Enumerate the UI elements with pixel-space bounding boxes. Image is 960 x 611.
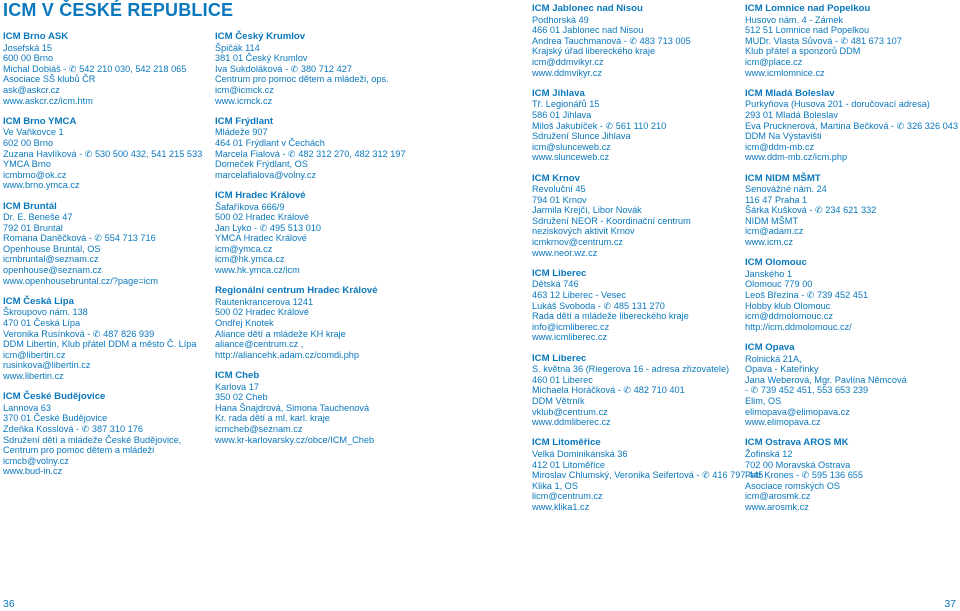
- entry-contact-link[interactable]: www.arosmk.cz: [745, 501, 809, 512]
- directory-entry: [745, 4, 958, 78]
- directory-entry: [745, 89, 958, 163]
- entry-contact-link[interactable]: licm@centrum.cz: [532, 491, 603, 502]
- page-title: ICM V ČESKÉ REPUBLICE: [3, 0, 234, 20]
- page-number-right: 37: [944, 598, 956, 610]
- entry-line: Josefská 15: [3, 42, 53, 53]
- entry-line: Aliance dětí a mládeže KH kraje: [215, 328, 346, 339]
- entry-line: Klika 1, OS: [532, 480, 578, 491]
- entry-line: 602 00 Brno: [3, 137, 54, 148]
- entry-contact-link[interactable]: www.icmliberec.cz: [532, 332, 608, 343]
- directory-entry: [532, 174, 763, 259]
- entry-line: 600 00 Brno: [3, 53, 54, 64]
- entry-contact-link[interactable]: www.brno.ymca.cz: [3, 180, 80, 191]
- directory-entry: [3, 202, 202, 287]
- entry-line: Miloš Jakubíček - ✆ 561 110 210: [532, 120, 667, 131]
- directory-entry: [215, 117, 406, 181]
- entry-contact-link[interactable]: icm@ddm-mb.cz: [745, 141, 815, 152]
- entry-line: 350 02 Cheb: [215, 392, 268, 403]
- entry-heading: ICM Liberec: [532, 352, 587, 364]
- entry-line: 792 01 Bruntál: [3, 222, 63, 233]
- entry-line: Husovo nám. 4 - Zámek: [745, 14, 844, 25]
- directory-entry: [745, 174, 958, 248]
- entry-contact-link[interactable]: openhouse@seznam.cz: [3, 265, 102, 276]
- entry-heading: ICM Olomouc: [745, 257, 807, 269]
- entry-line: Marcela Fialová - ✆ 482 312 270, 482 312 197: [215, 148, 406, 159]
- entry-contact-link[interactable]: www.neor.wz.cz: [532, 247, 598, 258]
- entry-heading: ICM NIDM MŠMT: [745, 172, 821, 184]
- entry-heading: ICM Česká Lípa: [3, 295, 74, 307]
- entry-contact-link[interactable]: www.hk.ymca.cz/icm: [215, 265, 300, 276]
- entry-heading: ICM Bruntál: [3, 200, 57, 212]
- entry-line: Rautenkrancerova 1241: [215, 296, 314, 307]
- entry-contact-link[interactable]: www.icm.cz: [745, 237, 793, 248]
- entry-line: Rolnická 21A,: [745, 353, 802, 364]
- entry-line: Michal Dobiáš - ✆ 542 210 030, 542 218 065: [3, 63, 187, 74]
- entry-contact-link[interactable]: icm@ymca.cz: [215, 243, 273, 254]
- entry-line: Leoš Březina - ✆ 739 452 451: [745, 290, 869, 301]
- entry-line: Eva Prucknerová, Martina Bečková - ✆ 326 326 043: [745, 120, 958, 131]
- directory-entry: [745, 258, 958, 332]
- entry-line: NIDM MŠMT: [745, 215, 799, 226]
- entry-heading: ICM Liberec: [532, 267, 587, 279]
- entry-line: Tř. Legionářů 15: [532, 99, 600, 110]
- entry-line: neziskových aktivit Krnov: [532, 226, 635, 237]
- entry-line: Zdeňka Kosslová - ✆ 387 310 176: [3, 423, 143, 434]
- entry-line: Kr. rada dětí a ml. karl. kraje: [215, 413, 330, 424]
- directory-entry: [215, 286, 406, 360]
- directory-entry: [745, 438, 958, 512]
- entry-contact-link[interactable]: www.icmck.cz: [215, 95, 273, 106]
- entry-line: Dětská 746: [532, 279, 579, 290]
- entry-line: Jan Lyko - ✆ 495 513 010: [215, 222, 321, 233]
- entry-line: 466 01 Jablonec nad Nisou: [532, 25, 644, 36]
- entry-line: Škroupovo nám. 138: [3, 307, 88, 318]
- entry-line: DDM Na Výstavišti: [745, 131, 822, 142]
- entry-contact-link[interactable]: ask@askcr.cz: [3, 84, 60, 95]
- entry-line: Janského 1: [745, 268, 792, 279]
- entry-line: 702 00 Moravská Ostrava: [745, 459, 851, 470]
- entry-line: 500 02 Hradec Králové: [215, 212, 309, 223]
- entry-line: Rada dětí a mládeže libereckého kraje: [532, 311, 689, 322]
- entry-line: Andrea Tauchmanová - ✆ 483 713 005: [532, 35, 691, 46]
- entry-line: Žofinská 12: [745, 448, 793, 459]
- entry-line: Ondřej Knotek: [215, 318, 274, 329]
- entry-contact-link[interactable]: marcelafialova@volny.cz: [215, 169, 317, 180]
- entry-contact-link[interactable]: www.elimopava.cz: [745, 417, 821, 428]
- entry-contact-link[interactable]: www.ddmliberec.cz: [532, 417, 611, 428]
- entry-contact-link[interactable]: rusinkova@libertin.cz: [3, 360, 91, 371]
- entry-heading: ICM Český Krumlov: [215, 31, 306, 42]
- entry-line: Klub přátel a sponzorů DDM: [745, 46, 861, 57]
- entry-line: Hobby klub Olomouc: [745, 300, 831, 311]
- entry-line: Podhorská 49: [532, 14, 589, 25]
- entry-line: 116 47 Praha 1: [745, 194, 808, 205]
- entry-contact-link[interactable]: icm@ddmolomouc.cz: [745, 311, 833, 322]
- entry-contact-link[interactable]: www.askcr.cz/icm.htm: [3, 95, 93, 106]
- directory-entry: [215, 191, 406, 276]
- entry-line: Sdružení Slunce Jihlava: [532, 131, 631, 142]
- entry-line: Velká Dominikánská 36: [532, 448, 628, 459]
- directory-entry: [3, 297, 202, 382]
- entry-line: Revoluční 45: [532, 184, 586, 195]
- entry-line: 412 01 Litoměřice: [532, 459, 606, 470]
- entry-line: Senovážné nám. 24: [745, 184, 827, 195]
- entry-line: Miroslav Chlumský, Veronika Seifertová - ✆ 416 797 445: [532, 470, 764, 481]
- entry-line: Veronika Rusínková - ✆ 487 826 939: [3, 328, 155, 339]
- entry-line: Centrum pro pomoc dětem a mládeži, ops.: [215, 74, 389, 85]
- entry-line: YMCA Brno: [3, 159, 51, 170]
- entry-contact-link[interactable]: www.libertin.cz: [3, 371, 64, 381]
- entry-heading: ICM Cheb: [215, 370, 260, 381]
- entry-heading: ICM Opava: [745, 342, 795, 353]
- entry-line: Šafaříkova 666/9: [215, 201, 285, 212]
- entry-heading: ICM Lomnice nad Popelkou: [745, 3, 871, 14]
- entry-line: Iva Sukdoláková - ✆ 380 712 427: [215, 63, 352, 74]
- entry-line: Asociace SŠ klubů ČR: [3, 74, 96, 85]
- entry-contact-link[interactable]: icm@icmck.cz: [215, 84, 274, 95]
- entry-line: Jarmila Krejčí, Libor Novák: [532, 205, 642, 216]
- directory-entry: [215, 371, 406, 445]
- entry-contact-link[interactable]: www.slunceweb.cz: [532, 152, 610, 163]
- entry-heading: ICM Litoměřice: [532, 437, 601, 449]
- entry-line: Hana Šnajdrová, Simona Tauchenová: [215, 402, 370, 413]
- directory-column-4: [745, 4, 958, 523]
- entry-contact-link[interactable]: icm@hk.ymca.cz: [215, 254, 285, 265]
- entry-line: Krajský úřad libereckého kraje: [532, 46, 656, 57]
- entry-contact-link[interactable]: icm@slunceweb.cz: [532, 141, 611, 152]
- entry-heading: ICM Brno ASK: [3, 31, 69, 42]
- entry-heading: ICM Jablonec nad Nisou: [532, 3, 643, 14]
- entry-heading: ICM Mladá Boleslav: [745, 87, 835, 99]
- directory-column-1: [3, 32, 202, 488]
- entry-line: Domeček Frýdlant, OS: [215, 159, 308, 170]
- page-number-left: 36: [3, 598, 15, 610]
- entry-line: Petr Krones - ✆ 595 136 655: [745, 470, 864, 481]
- entry-line: Karlova 17: [215, 381, 259, 392]
- entry-line: 464 01 Frýdlant v Čechách: [215, 137, 325, 148]
- entry-line: - ✆ 739 452 451, 553 653 239: [745, 385, 869, 396]
- entry-line: Centrum pro pomoc dětem a mládeži: [3, 445, 155, 456]
- entry-line: Purkyňova (Husova 201 - doručovací adresa): [745, 99, 930, 110]
- directory-entry: [745, 343, 958, 428]
- entry-contact-link[interactable]: vklub@centrum.cz: [532, 406, 608, 417]
- entry-line: Dr. E. Beneše 47: [3, 212, 73, 223]
- entry-line: 293 01 Mladá Boleslav: [745, 109, 838, 120]
- entry-heading: ICM Hradec Králové: [215, 189, 306, 201]
- entry-contact-link[interactable]: elimopava@elimopava.cz: [745, 406, 850, 417]
- entry-contact-link[interactable]: http://aliancehk.adam.cz/comdi.php: [215, 349, 360, 360]
- entry-line: Michaela Horáčková - ✆ 482 710 401: [532, 385, 685, 396]
- entry-contact-link[interactable]: www.icmlomnice.cz: [745, 67, 825, 78]
- directory-entry: [3, 32, 202, 106]
- entry-contact-link[interactable]: www.ddmvikyr.cz: [532, 67, 602, 78]
- entry-heading: ICM Ostrava AROS MK: [745, 437, 849, 449]
- entry-line: Šárka Kušková - ✆ 234 621 332: [745, 205, 877, 216]
- entry-contact-link[interactable]: icmcheb@seznam.cz: [215, 423, 303, 434]
- entry-heading: Regionální centrum Hradec Králové: [215, 285, 378, 297]
- entry-line: Opava - Kateřinky: [745, 364, 819, 375]
- entry-line: 500 02 Hradec Králové: [215, 307, 309, 318]
- directory-entry: [3, 117, 202, 191]
- entry-line: Sdružení dětí a mládeže České Budějovice,: [3, 434, 182, 445]
- entry-line: 586 01 Jihlava: [532, 109, 592, 120]
- entry-contact-link[interactable]: icm@libertin.cz: [3, 349, 66, 360]
- entry-line: MUDr. Vlasta Sůvová - ✆ 481 673 107: [745, 35, 902, 46]
- entry-line: DDM Větrník: [532, 395, 585, 406]
- entry-contact-link[interactable]: icmbruntal@seznam.cz: [3, 254, 99, 265]
- entry-contact-link[interactable]: icmbrno@ok.cz: [3, 169, 67, 180]
- entry-contact-link[interactable]: icm@place.cz: [745, 56, 803, 67]
- entry-line: Olomouc 779 00: [745, 279, 813, 290]
- directory-entry: [3, 392, 202, 477]
- entry-contact-link[interactable]: www.klika1.cz: [532, 501, 590, 512]
- entry-heading: ICM Frýdlant: [215, 115, 274, 127]
- entry-line: Zuzana Havlíková - ✆ 530 500 432, 541 215 533: [3, 148, 203, 159]
- entry-contact-link[interactable]: icm@ddmvikyr.cz: [532, 56, 604, 67]
- directory-column-3: [532, 4, 763, 523]
- entry-heading: ICM Brno YMCA: [3, 115, 77, 127]
- entry-heading: ICM Jihlava: [532, 87, 585, 99]
- directory-entry: [532, 4, 763, 78]
- entry-line: Elim, OS: [745, 395, 782, 406]
- entry-contact-link[interactable]: aliance@centrum.cz ,: [215, 339, 304, 350]
- directory-entry: [532, 269, 763, 343]
- entry-line: 470 01 Česká Lípa: [3, 318, 81, 329]
- entry-line: Asociace romských OS: [745, 480, 840, 491]
- entry-contact-link[interactable]: icmcb@volny.cz: [3, 455, 69, 466]
- entry-line: 463 12 Liberec - Vesec: [532, 290, 626, 301]
- entry-line: Jana Weberová, Mgr. Pavlína Němcová: [745, 374, 907, 385]
- entry-contact-link[interactable]: icm@arosmk.cz: [745, 491, 811, 502]
- directory-column-2: [215, 32, 406, 456]
- entry-contact-link[interactable]: www.ddm-mb.cz/icm.php: [745, 152, 848, 163]
- entry-line: Romana Daněčková - ✆ 554 713 716: [3, 233, 156, 244]
- entry-heading: ICM České Budějovice: [3, 391, 106, 403]
- directory-entry: [532, 438, 763, 512]
- entry-line: Mládeže 907: [215, 127, 268, 138]
- entry-line: Openhouse Bruntál, OS: [3, 243, 101, 254]
- entry-contact-link[interactable]: icm@adam.cz: [745, 226, 804, 237]
- entry-line: S. května 36 (Riegerova 16 - adresa zřizovatele): [532, 364, 730, 375]
- directory-entry: [532, 354, 763, 428]
- entry-line: 512 51 Lomnice nad Popelkou: [745, 25, 870, 36]
- entry-line: 460 01 Liberec: [532, 374, 593, 385]
- entry-line: DDM Libertin, Klub přátel DDM a město Č. Lípa: [3, 339, 197, 350]
- entry-contact-link[interactable]: www.openhousebruntal.cz/?page=icm: [3, 275, 159, 286]
- entry-contact-link[interactable]: info@icmliberec.cz: [532, 321, 610, 332]
- entry-line: 381 01 Český Krumlov: [215, 53, 308, 64]
- entry-contact-link[interactable]: www.bud-in.cz: [3, 466, 63, 477]
- entry-contact-link[interactable]: http://icm.ddmolomouc.cz/: [745, 321, 852, 332]
- directory-entry: [215, 32, 406, 106]
- entry-line: Lukáš Svoboda - ✆ 485 131 270: [532, 300, 665, 311]
- entry-heading: ICM Krnov: [532, 172, 580, 184]
- entry-line: 794 01 Krnov: [532, 194, 587, 205]
- entry-line: 370 01 České Budějovice: [3, 413, 108, 424]
- directory-entry: [532, 89, 763, 163]
- entry-contact-link[interactable]: icmkrnov@centrum.cz: [532, 237, 624, 248]
- entry-line: Sdružení NEOR - Koordinační centrum: [532, 215, 691, 226]
- entry-line: Ve Vaňkovce 1: [3, 127, 64, 138]
- entry-line: Lannova 63: [3, 402, 52, 413]
- entry-line: YMCA Hradec Králové: [215, 233, 307, 244]
- entry-contact-link[interactable]: www.kr-karlovarsky.cz/obce/ICM_Cheb: [215, 434, 375, 445]
- entry-line: Špičák 114: [215, 42, 260, 53]
